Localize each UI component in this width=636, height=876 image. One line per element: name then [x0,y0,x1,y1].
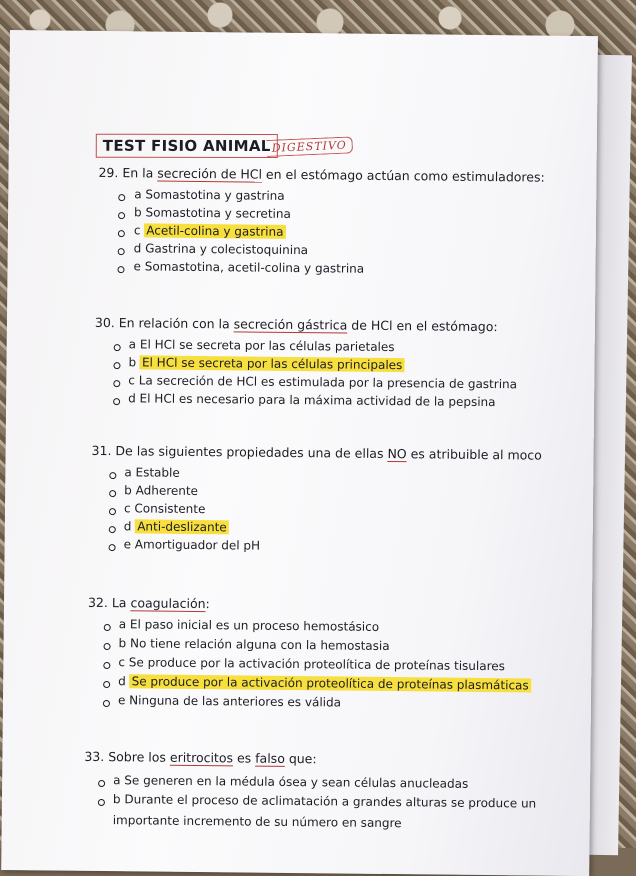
bullet-icon [117,266,124,273]
handwritten-note: DIGESTIVO [266,136,353,157]
option-text: Consistente [134,501,206,517]
option-letter: c [133,223,141,238]
option-text: Durante el proceso de aclimatación a grandes alturas se produce un [124,792,537,811]
question-29 [98,165,544,185]
option-letter: b [118,636,127,651]
bullet-icon [103,700,110,707]
bullet-icon [113,380,120,387]
option-text-highlighted: Anti-deslizante [137,519,227,535]
bullet-icon [118,248,125,255]
bullet-icon [104,624,111,631]
question-text-pre: De las siguientes propiedades una de ellas [115,443,388,461]
option-letter: c [123,501,131,516]
bullet-icon [118,212,125,219]
question-text-pre: En relación con la [118,315,234,332]
option-text: El HCl es necesario para la máxima actividad de la pepsina [139,391,496,410]
bullet-icon [109,526,116,533]
exam-page [1,30,598,876]
option-text: Gastrina y colecistoquinina [145,241,309,258]
question-text-underlined: coagulación [130,595,206,612]
question-text-underlined-2: falso [255,750,285,766]
option-text: Adherente [135,483,199,498]
question-number: 31. [91,442,112,459]
option-text: Somastotina y gastrina [145,187,285,203]
option-letter: e [123,537,132,552]
question-text-underlined: eritrocitos [169,749,234,766]
option-letter: d [133,241,142,256]
option-text: Se produce por la activación proteolítica de proteínas tisulares [128,655,506,674]
option-letter: b [128,355,137,370]
question-text-underlined: secreción de HCl [157,165,263,182]
question-text-underlined: secreción gástrica [233,316,348,333]
question-text-pre: La [111,595,131,611]
option-text: El paso inicial es un proceso hemostásico [129,617,380,634]
question-text-pre: Sobre los [108,749,171,765]
option-letter: e [133,259,141,274]
bullet-icon [109,544,116,551]
bullet-icon [113,362,120,369]
question-number: 29. [98,164,119,181]
question-number: 33. [84,748,105,765]
option-text-highlighted: Se produce por la activación proteolítica de proteínas plasmáticas [131,674,529,693]
bullet-icon [109,472,116,479]
question-33 [84,749,316,766]
option-text: Amortiguador del pH [134,537,261,553]
question-text-post: de HCl en el estómago: [347,317,498,335]
option-text: Ninguna de las anteriores es válida [129,693,342,710]
option-letter: a [124,465,132,480]
option-text: La secreción de HCl es estimulada por la presencia de gastrina [138,373,518,392]
option-letter: a [113,773,121,788]
option-text: El HCl se secreta por las células parietales [139,337,395,355]
question-text-post: es atribuible al moco [406,446,542,463]
option-letter: a [128,337,137,352]
option-text: No tiene relación alguna con la hemostasia [129,636,390,654]
option-text: Somastotina y secretina [145,205,291,221]
option-letter: b [112,792,121,807]
bullet-icon [103,681,110,688]
option-text: Se generen en la médula ósea y sean células anucleadas [124,773,469,791]
option-letter: d [118,674,126,689]
option-letter: e [117,693,126,708]
bullet-icon [109,508,116,515]
option-letter: d [128,391,136,406]
question-number: 30. [94,314,115,331]
option-letter: a [118,617,127,632]
bullet-icon [104,643,111,650]
option-text-highlighted: Acetil-colina y gastrina [146,223,284,239]
question-32 [88,595,210,611]
question-31 [92,443,542,463]
bullet-icon [114,344,121,351]
bullet-icon [98,799,105,806]
question-text-post: : [205,596,210,612]
bullet-icon [118,230,125,237]
option-letter: b [134,205,142,220]
option-text-continuation: importante incremento de su número en sangre [112,813,402,831]
option-letter: d [123,519,132,534]
bullet-icon [109,490,116,497]
question-text-pre: En la [122,165,158,181]
question-text-post: en el estómago actúan como estimuladores: [261,166,545,185]
bullet-icon [98,780,105,787]
question-30 [95,315,498,334]
option-letter: b [124,483,132,498]
option-letter: c [128,373,136,388]
question-text-post: que: [284,750,317,767]
option-letter: c [118,655,126,670]
option-text-highlighted: El HCl se secreta por las células principales [141,355,403,373]
option-letter: a [134,187,142,202]
question-number: 32. [87,594,108,611]
bullet-icon [113,398,120,405]
option-text: Estable [135,465,180,480]
question-text-underlined: NO [387,445,407,462]
bullet-icon [103,662,110,669]
question-text-mid: es [232,750,256,766]
page-title: TEST FISIO ANIMAL [96,134,278,158]
option-text: Somastotina, acetil-colina y gastrina [144,259,365,276]
bullet-icon [118,194,125,201]
